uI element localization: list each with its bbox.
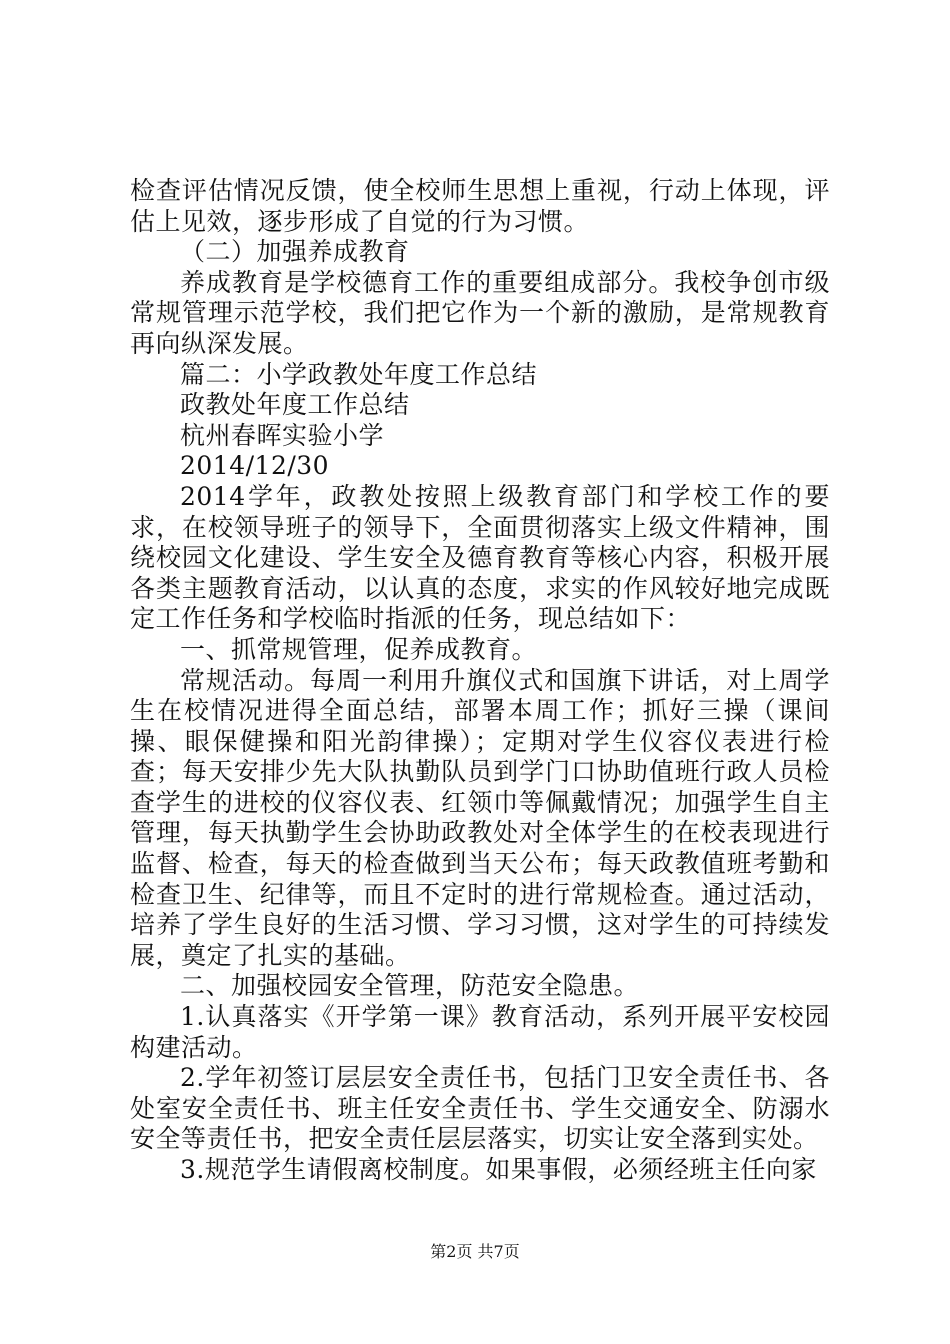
report-date: 2014/12/30 [180,451,330,481]
section-heading: 二、加强校园安全管理，防范安全隐患。 [180,971,640,1001]
document-body [130,176,830,1186]
list-item: 1.认真落实《开学第一课》教育活动，系列开展平安校园构建活动。 [130,1002,830,1062]
list-item: 2.学年初签订层层安全责任书，包括门卫安全责任书、各处室安全责任书、班主任安全责任书、学生交通安全、防溺水安全等责任书，把安全责任层层落实，切实让安全落到实处。 [130,1063,830,1154]
body-paragraph: 养成教育是学校德育工作的重要组成部分。我校争创市级常规管理示范学校，我们把它作为一个新的激励，是常规教育再向纵深发展。 [130,267,830,358]
section-heading: （二）加强养成教育 [180,237,410,267]
report-title: 政教处年度工作总结 [180,390,410,420]
section-heading: 一、抓常规管理，促养成教育。 [180,634,538,664]
article-title: 篇二：小学政教处年度工作总结 [180,359,538,389]
body-paragraph: 2014学年，政教处按照上级教育部门和学校工作的要求，在校领导班子的领导下，全面贯彻落实上级文件精神，围绕校园文化建设、学生安全及德育教育等核心内容，积极开展各类主题教育活动，以认真的态度，求实的作风较好地完成既定工作任务和学校临时指派的任务，现总结如下： [130,481,830,634]
body-paragraph: 常规活动。每周一利用升旗仪式和国旗下讲话，对上周学生在校情况进得全面总结，部署本周工作；抓好三操（课间操、眼保健操和阳光韵律操）；定期对学生仪容仪表进行检查；每天安排少先大队执勤队员到学门口协助值班行政人员检查学生的进校的仪容仪表、红领巾等佩戴情况；加强学生自主管理，每天执勤学生会协助政教处对全体学生的在校表现进行监督、检查，每天的检查做到当天公布；每天政教值班考勤和检查卫生、纪律等，而且不定时的进行常规检查。通过活动，培养了学生良好的生活习惯、学习习惯，这对学生的可持续发展，奠定了扎实的基础。 [130,665,830,970]
school-name: 杭州春晖实验小学 [180,420,385,450]
page-number-footer: 第2页 共7页 [430,1242,520,1261]
list-item: 3.规范学生请假离校制度。如果事假，必须经班主任向家 [180,1155,817,1184]
body-paragraph: 检查评估情况反馈，使全校师生思想上重视，行动上体现，评估上见效，逐步形成了自觉的行为习惯。 [130,176,830,236]
